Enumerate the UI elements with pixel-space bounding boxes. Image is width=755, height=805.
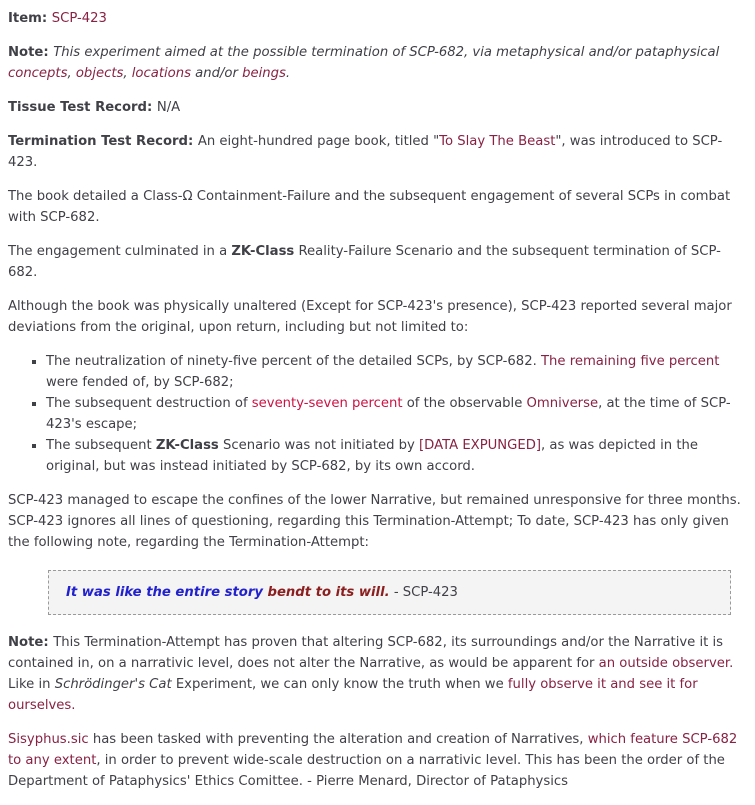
engagement-text-2: Reality-Failure Scenario and the subsequent termination of SCP-682.	[8, 244, 721, 280]
link-locations[interactable]: locations	[131, 66, 191, 81]
bullet2-text-3: , at the time of SCP-423's escape;	[46, 396, 731, 432]
scp-423-quote	[48, 570, 731, 615]
engagement-paragraph	[8, 241, 747, 283]
note2-label: Note:	[8, 635, 54, 650]
sisyphus-text-1: has been tasked with preventing the alteration and creation of Narratives,	[88, 732, 588, 747]
link-omniverse[interactable]: Omniverse	[526, 396, 599, 411]
termination-text-2: ", was introduced to SCP-423.	[8, 134, 723, 170]
document	[8, 8, 747, 792]
item-line	[8, 8, 747, 29]
link-remaining-five-percent[interactable]: The remaining five percent	[540, 354, 720, 369]
deviations-intro-text: Although the book was physically unaltered (Except for SCP-423's presence), SCP-423 reported several major deviations from the original, upon return, including but not limited to:	[8, 299, 732, 335]
note-separator: ,	[123, 66, 132, 81]
item-label: Item:	[8, 11, 52, 26]
list-item-neutralization	[46, 351, 747, 393]
bullet3-text-3: , as was depicted in the original, but was instead initiated by SCP-682, by its own accord.	[46, 438, 698, 474]
link-which-feature-scp-682[interactable]: which feature SCP-682 to any extent	[8, 732, 738, 768]
zk-class-bold: ZK-Class	[231, 244, 295, 259]
note2-text-3: Experiment, we can only know the truth when we	[171, 677, 508, 692]
note2-text-1: This Termination-Attempt has proven that altering SCP-682, its surroundings and/or the Narrative it is contained in, on a narrativic level, does not alter the Narrative, as would be apparent for	[8, 635, 724, 671]
note-paragraph	[8, 42, 747, 84]
deviations-intro-paragraph	[8, 296, 747, 338]
note2-text-2: Like in	[8, 677, 55, 692]
link-to-slay-the-beast[interactable]: To Slay The Beast	[439, 134, 556, 149]
tissue-label: Tissue Test Record:	[8, 100, 157, 115]
note-period: .	[285, 66, 291, 81]
quote-attribution: - SCP-423	[389, 585, 458, 600]
bullet1-text-2: were fended of, by SCP-682;	[46, 375, 234, 390]
note-label: Note:	[8, 45, 54, 60]
list-item-zk-scenario	[46, 435, 747, 477]
link-fully-observe[interactable]: fully observe it and see it for ourselves.	[8, 677, 698, 713]
escape-text: SCP-423 managed to escape the confines of the lower Narrative, but remained unresponsive for three months. SCP-423 ignores all lines of questioning, regarding this Termination-Attempt; To date, SCP-423 has only given the following note, regarding the Termination-Attempt:	[8, 493, 741, 550]
termination-test-record-paragraph	[8, 131, 747, 173]
bullet2-text-2: of the observable	[402, 396, 527, 411]
sisyphus-text-2: , in order to prevent wide-scale destruction on a narrativic level. This has been the order of the Department of Pataphysics' Ethics Comittee. - Pierre Menard, Director of Pataphysics	[8, 753, 725, 789]
deviations-list	[8, 351, 747, 477]
termination-text-1: An eight-hundred page book, titled "	[197, 134, 440, 149]
link-beings[interactable]: beings	[242, 66, 286, 81]
book-detail-paragraph	[8, 186, 747, 228]
tissue-value: N/A	[156, 100, 181, 115]
termination-label: Termination Test Record:	[8, 134, 198, 149]
link-objects[interactable]: objects	[75, 66, 124, 81]
schrodingers-cat-italic: Schrödinger's Cat	[54, 677, 172, 692]
quote-red-text: bendt to its will.	[262, 585, 390, 600]
escape-paragraph	[8, 490, 747, 553]
zk-class-bold: ZK-Class	[155, 438, 219, 453]
link-seventy-seven-percent[interactable]: seventy-seven percent	[251, 396, 403, 411]
bullet3-text-2: Scenario was not initiated by	[218, 438, 420, 453]
sisyphus-paragraph	[8, 729, 747, 792]
engagement-text-1: The engagement culminated in a	[8, 244, 232, 259]
link-data-expunged[interactable]: [DATA EXPUNGED]	[419, 438, 542, 453]
link-outside-observer[interactable]: an outside observer.	[598, 656, 734, 671]
link-scp-423[interactable]: SCP-423	[51, 11, 107, 26]
bullet1-text-1: The neutralization of ninety-five percent of the detailed SCPs, by SCP-682.	[46, 354, 541, 369]
note-text: This experiment aimed at the possible termination of SCP-682, via metaphysical and/or pataphysical	[53, 45, 720, 60]
book-detail-text: The book detailed a Class-Ω Containment-Failure and the subsequent engagement of several SCPs in combat with SCP-682.	[8, 189, 731, 225]
link-concepts[interactable]: concepts	[8, 66, 68, 81]
list-item-destruction	[46, 393, 747, 435]
quote-blue-text: It was like the entire story	[66, 585, 263, 600]
note-conjunction: and/or	[190, 66, 243, 81]
bullet2-text-1: The subsequent destruction of	[46, 396, 252, 411]
bullet3-text-1: The subsequent	[46, 438, 156, 453]
note-separator: ,	[67, 66, 76, 81]
note2-paragraph	[8, 632, 747, 716]
link-sisyphus-sic[interactable]: Sisyphus.sic	[8, 732, 89, 747]
tissue-test-record-line	[8, 97, 747, 118]
